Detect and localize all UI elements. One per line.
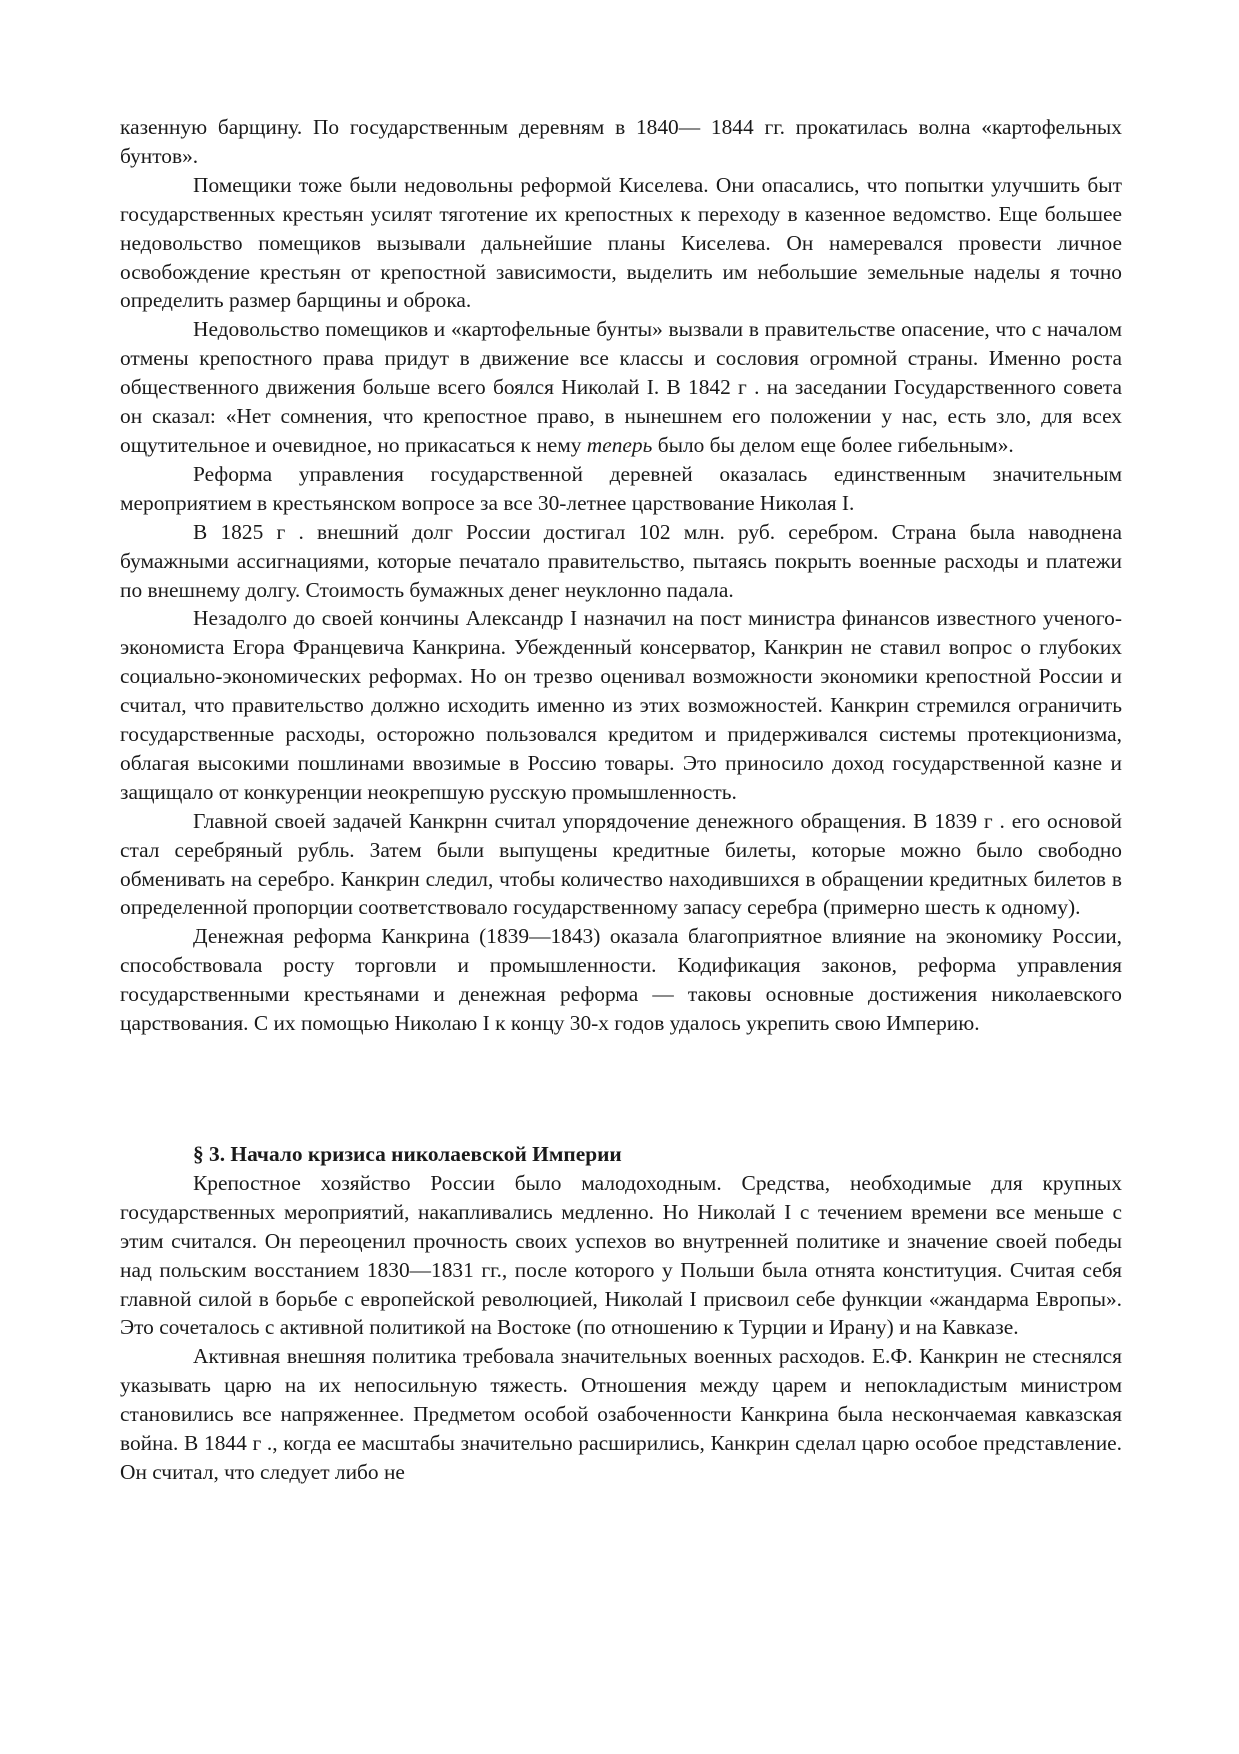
paragraph-5: В 1825 г . внешний долг России достигал 102 млн. руб. серебром. Страна была наводнена бумажными ассигнациями, которые печатало правительство, пытаясь покрыть военные расходы и платежи по внешнему долгу. Стоимость бумажных денег неуклонно падала. bbox=[120, 519, 1122, 602]
paragraph-9: Крепостное хозяйство России было малодоходным. Средства, необходимые для крупных государственных мероприятий, накапливались медленно. Но Николай I с течением времени все меньше с этим считался. Он переоценил прочность своих успехов во внутренней политике и значение своей победы над польским восстанием 1830—1831 гг., после которого у Польши была отнята конституция. Считая себя главной силой в борьбе с европейской революцией, Николай I присвоил себе функции «жандарма Европы». Это сочеталось с активной политикой на Востоке (по отношению к Турции и Ирану) и на Кавказе. bbox=[120, 1170, 1122, 1340]
paragraph-4: Реформа управления государственной деревней оказалась единственным значительным мероприятием в крестьянском вопросе за все 30-летнее царствование Николая I. bbox=[120, 461, 1122, 515]
paragraph-3-emphasis: теперь bbox=[586, 432, 653, 457]
paragraph-2: Помещики тоже были недовольны реформой Киселева. Они опасались, что попытки улучшить быт государственных крестьян усилят тяготение их крепостных к переходу в казенное ведомство. Еще большее недовольство помещиков вызывали дальнейшие планы Киселева. Он намеревался провести личное освобождение крестьян от крепостной зависимости, выделить им небольшие земельные наделы я точно определить размер барщины и оброка. bbox=[120, 172, 1122, 313]
section-heading: § 3. Начало кризиса николаевской Империи bbox=[193, 1142, 622, 1166]
paragraph-6: Незадолго до своей кончины Александр I назначил на пост министра финансов известного ученого-экономиста Егора Францевича Канкрина. Убежденный консерватор, Канкрин не ставил вопрос о глубоких социально-экономических реформах. Но он трезво оценивал возможности экономики крепостной России и считал, что правительство должно исходить именно из этих возможностей. Канкрин стремился ограничить государственные расходы, осторожно пользовался кредитом и придерживался системы протекционизма, облагая высокими пошлинами ввозимые в Россию товары. Это приносило доход государственной казне и защищало от конкуренции неокрепшую русскую промышленность. bbox=[120, 606, 1122, 804]
paragraph-1: казенную барщину. По государственным деревням в 1840— 1844 гг. прокатилась волна «картофельных бунтов». bbox=[120, 115, 1122, 168]
section-gap bbox=[120, 1038, 1122, 1140]
paragraph-3-text-a: Недовольство помещиков и «картофельные бунты» вызвали в правительстве опасение, что с началом отмены крепостного права придут в движение все классы и сословия огромной страны. Именно роста общественного движения больше всего боялся Николай I. В 1842 г . на заседании Государственного совета он сказал: «Нет сомнения, что крепостное право, в нынешнем его положении у нас, есть зло, для всех ощутительное и очевидное, но прикасаться к нему bbox=[120, 317, 1122, 457]
paragraph-8: Денежная реформа Канкрина (1839—1843) оказала благоприятное влияние на экономику России, способствовала росту торговли и промышленности. Кодификация законов, реформа управления государственными крестьянами и денежная реформа — таковы основные достижения николаевского царствования. С их помощью Николаю I к концу 30-х годов удалось укрепить свою Империю. bbox=[120, 924, 1122, 1036]
paragraph-10: Активная внешняя политика требовала значительных военных расходов. Е.Ф. Канкрин не стеснялся указывать царю на их непосильную тяжесть. Отношения между царем и непокладистым министром становились все напряженнее. Предметом особой озабоченности Канкрина была нескончаемая кавказская война. В 1844 г ., когда ее масштабы значительно расширились, Канкрин сделал царю особое представление. Он считал, что следует либо не bbox=[120, 1344, 1122, 1484]
document-page bbox=[120, 113, 1122, 1487]
paragraph-7: Главной своей задачей Канкрнн считал упорядочение денежного обращения. В 1839 г . его основой стал серебряный рубль. Затем были выпущены кредитные билеты, которые можно было свободно обменивать на серебро. Канкрин следил, чтобы количество находившихся в обращении кредитных билетов в определенной пропорции соответствовало государственному запасу серебра (примерно шесть к одному). bbox=[120, 808, 1122, 920]
paragraph-3 bbox=[120, 315, 1122, 460]
paragraph-3-text-b: было бы делом еще более гибельным». bbox=[652, 432, 1014, 457]
